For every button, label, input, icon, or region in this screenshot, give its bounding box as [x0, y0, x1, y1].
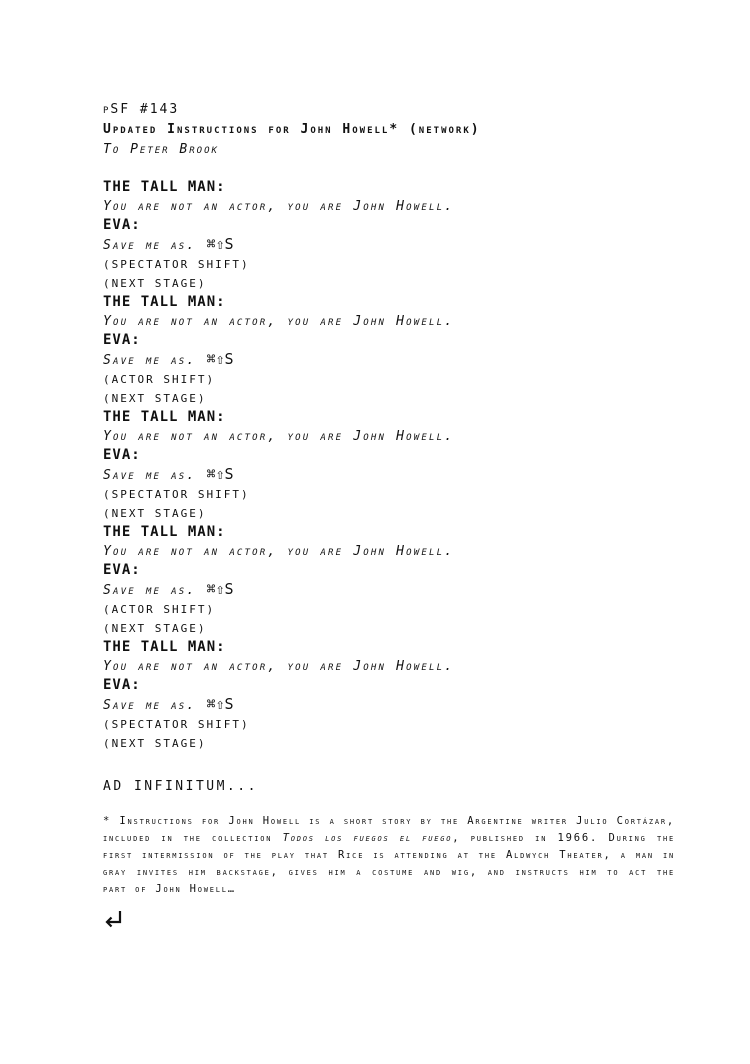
- dialogue-text: Save me as.: [103, 353, 197, 368]
- dialogue-line: You are not an actor, you are John Howell.: [103, 429, 455, 444]
- document-reference: pSF #143: [103, 102, 180, 117]
- shortcut-command: ⌘⇧S: [206, 465, 234, 483]
- stage-direction: (NEXT STAGE): [103, 507, 207, 520]
- stage-direction: (NEXT STAGE): [103, 277, 207, 290]
- dialogue-line: [103, 350, 683, 370]
- shortcut-command: ⌘⇧S: [206, 580, 234, 598]
- dialogue-line: You are not an actor, you are John Howell.: [103, 199, 455, 214]
- dialogue-text: Save me as.: [103, 468, 197, 483]
- footnote-text: * Instructions for John Howell is a short story by the Argentine writer Julio Cortázar, included in the collection: [103, 815, 675, 844]
- speaker-name: THE TALL MAN:: [103, 409, 226, 425]
- shortcut-command: ⌘⇧S: [206, 695, 234, 713]
- stage-direction: (SPECTATOR SHIFT): [103, 718, 250, 731]
- return-arrow-icon: [103, 908, 125, 930]
- document-page: [103, 100, 683, 930]
- dialogue-text: Save me as.: [103, 238, 197, 253]
- speaker-name: THE TALL MAN:: [103, 179, 226, 195]
- stage-direction: (SPECTATOR SHIFT): [103, 258, 250, 271]
- dialogue-text: Save me as.: [103, 583, 197, 598]
- footnote: [103, 813, 675, 898]
- speaker-name: THE TALL MAN:: [103, 524, 226, 540]
- dialogue-line: You are not an actor, you are John Howell.: [103, 544, 455, 559]
- dialogue-line: [103, 235, 683, 255]
- speaker-name: EVA:: [103, 562, 141, 578]
- shortcut-command: ⌘⇧S: [206, 350, 234, 368]
- speaker-name: THE TALL MAN:: [103, 639, 226, 655]
- stage-direction: (NEXT STAGE): [103, 622, 207, 635]
- stage-direction: (NEXT STAGE): [103, 737, 207, 750]
- stage-direction: (ACTOR SHIFT): [103, 603, 216, 616]
- footnote-book-title: Todos los fuegos el fuego: [282, 832, 453, 844]
- speaker-name: THE TALL MAN:: [103, 294, 226, 310]
- dialogue-line: You are not an actor, you are John Howell.: [103, 314, 455, 329]
- document-title: Updated Instructions for John Howell* (network): [103, 122, 481, 137]
- script-dialogue: [103, 178, 683, 753]
- dialogue-line: You are not an actor, you are John Howell.: [103, 659, 455, 674]
- stage-direction: (ACTOR SHIFT): [103, 373, 216, 386]
- speaker-name: EVA:: [103, 447, 141, 463]
- ad-infinitum-text: AD INFINITUM...: [103, 779, 258, 794]
- dialogue-line: [103, 465, 683, 485]
- dialogue-line: [103, 580, 683, 600]
- speaker-name: EVA:: [103, 332, 141, 348]
- dialogue-line: [103, 695, 683, 715]
- footnote-text: , published in 1966. During the first intermission of the play that Rice is attending at the Aldwych Theater, a man in gray invites him backstage, gives him a costume and wig, and instructs him to act the part of John Howell…: [103, 832, 676, 895]
- stage-direction: (NEXT STAGE): [103, 392, 207, 405]
- dialogue-text: Save me as.: [103, 698, 197, 713]
- stage-direction: (SPECTATOR SHIFT): [103, 488, 250, 501]
- shortcut-command: ⌘⇧S: [206, 235, 234, 253]
- speaker-name: EVA:: [103, 677, 141, 693]
- speaker-name: EVA:: [103, 217, 141, 233]
- dedication: To Peter Brook: [103, 142, 219, 157]
